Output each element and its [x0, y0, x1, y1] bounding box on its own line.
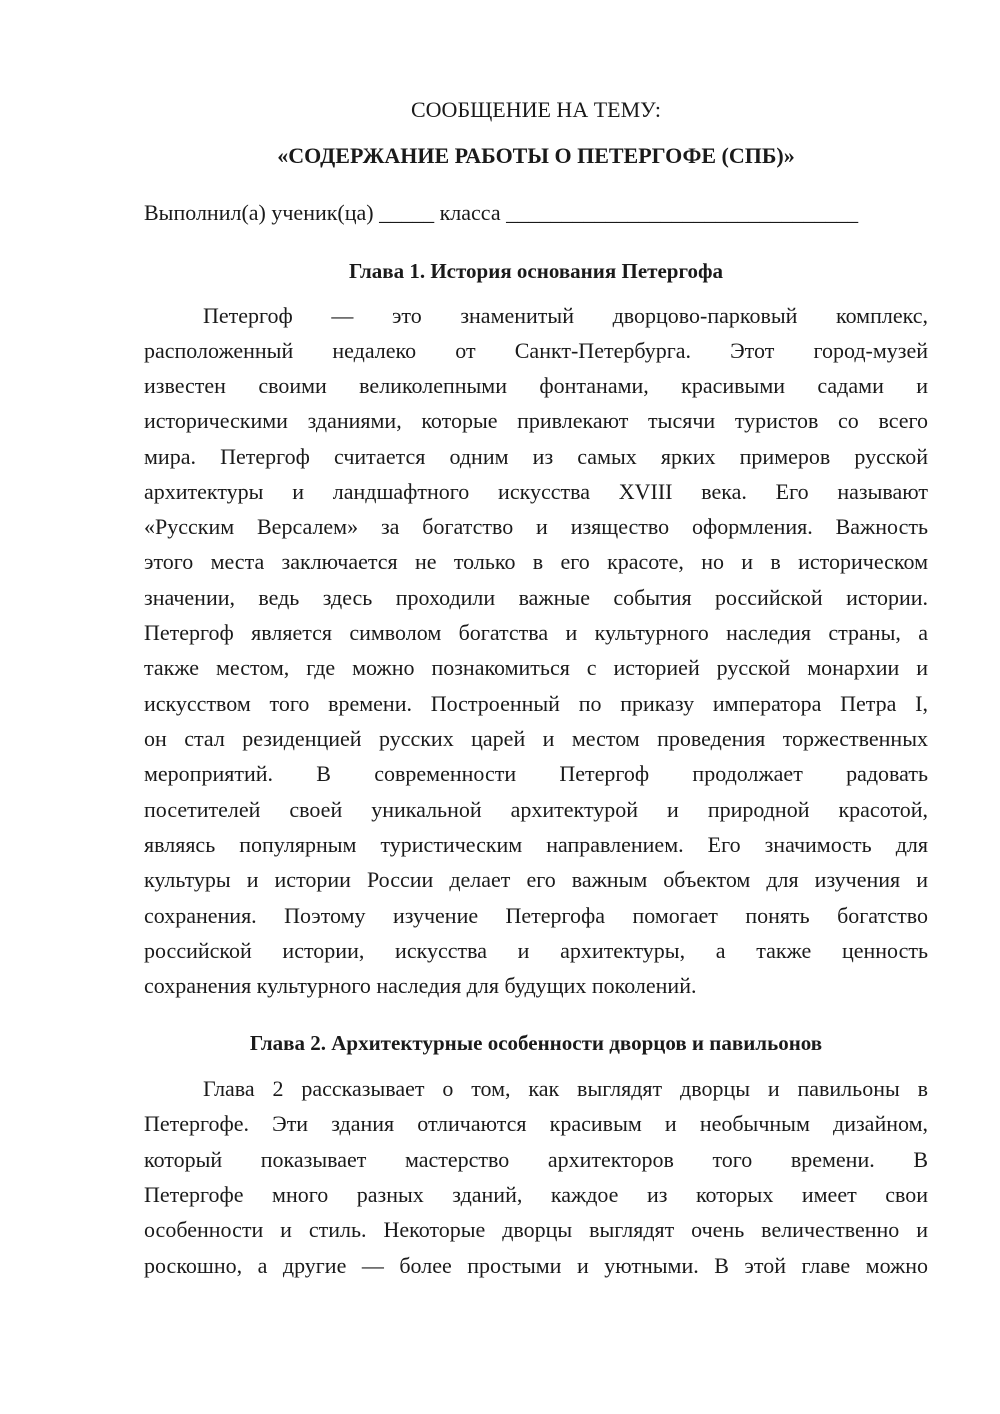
paragraph-line: Петергоф — это знаменитый дворцово-парковый комплекс,	[203, 303, 928, 328]
title-line-1: СООБЩЕНИЕ НА ТЕМУ:	[411, 97, 661, 122]
paragraph-line: мира. Петергоф считается одним из самых ярких примеров русской	[144, 444, 928, 469]
chapter-1-heading: Глава 1. История основания Петергофа	[348, 259, 723, 283]
paragraph-line: известен своими великолепными фонтанами, красивыми садами и	[144, 373, 928, 398]
paragraph-line: значении, ведь здесь проходили важные события российской истории.	[144, 585, 928, 610]
paragraph-line: искусством того времени. Построенный по приказу императора Петра I,	[144, 691, 928, 716]
paragraph-line: историческими зданиями, которые привлекают тысячи туристов со всего	[144, 408, 928, 433]
paragraph-line: он стал резиденцией русских царей и местом проведения торжественных	[144, 726, 928, 751]
paragraph-line: сохранения. Поэтому изучение Петергофа помогает понять богатство	[144, 903, 928, 928]
paragraph-line: являясь популярным туристическим направлением. Его значимость для	[144, 832, 928, 857]
paragraph-line: культуры и истории России делает его важным объектом для изучения и	[144, 867, 928, 892]
paragraph-line: также местом, где можно познакомиться с историей русской монархии и	[144, 655, 928, 680]
paragraph-line: «Русским Версалем» за богатство и изящество оформления. Важность	[144, 514, 928, 539]
title-line-2: «СОДЕРЖАНИЕ РАБОТЫ О ПЕТЕРГОФЕ (СПБ)»	[277, 143, 795, 168]
paragraph-line: этого места заключается не только в его красоте, но и в историческом	[144, 549, 928, 574]
paragraph-line: посетителей своей уникальной архитектурой и природной красотой,	[144, 797, 928, 822]
paragraph-line: сохранения культурного наследия для будущих поколений.	[144, 973, 697, 998]
chapter-2-heading: Глава 2. Архитектурные особенности дворцов и павильонов	[249, 1031, 823, 1055]
paragraph-line: особенности и стиль. Некоторые дворцы выглядят очень величественно и	[144, 1217, 928, 1242]
paragraph-line: Глава 2 рассказывает о том, как выглядят дворцы и павильоны в	[203, 1076, 928, 1101]
paragraph-line: роскошно, а другие — более простыми и уютными. В этой главе можно	[144, 1253, 928, 1278]
paragraph-line: который показывает мастерство архитекторов того времени. В	[144, 1147, 928, 1172]
paragraph-line: Петергоф является символом богатства и культурного наследия страны, а	[144, 620, 928, 645]
paragraph-line: Петергофе много разных зданий, каждое из которых имеет свои	[144, 1182, 928, 1207]
paragraph-line: расположенный недалеко от Санкт-Петербурга. Этот город-музей	[144, 338, 928, 363]
paragraph-line: Петергофе. Эти здания отличаются красивым и необычным дизайном,	[144, 1111, 928, 1136]
paragraph-line: российской истории, искусства и архитектуры, а также ценность	[144, 938, 928, 963]
author-line: Выполнил(а) ученик(ца) _____ класса ________________________________	[144, 200, 859, 225]
paragraph-line: архитектуры и ландшафтного искусства XVIII века. Его называют	[144, 479, 928, 504]
paragraph-line: мероприятий. В современности Петергоф продолжает радовать	[144, 761, 928, 786]
